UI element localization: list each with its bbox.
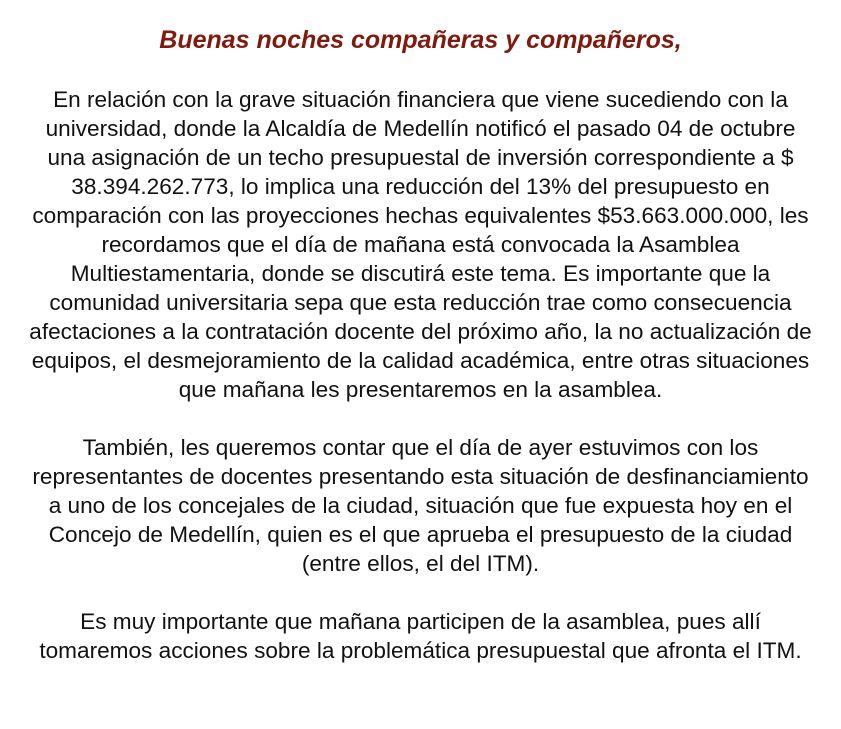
paragraph-council-meeting: También, les queremos contar que el día de ayer estuvimos con los representantes de docentes presentando esta situación de desfinanciamiento a uno de los concejales de la ciudad, situación que fue expuesta hoy en el Concejo de Medellín, quien es el que aprueba el presupuesto de la ciudad (entre ellos, el del ITM). [32,435,809,576]
paragraph-budget-situation: En relación con la grave situación financiera que viene sucediendo con la universidad, donde la Alcaldía de Medellín notificó el pasado 04 de octubre una asignación de un techo presupuestal de inversión correspondiente a $ 38.394.262.773, lo implica una reducción del 13% del presupuesto en comparación con las proyecciones hechas equivalentes $53.663.000.000, les recordamos que el día de mañana está convocada la Asamblea Multiestamentaria, donde se discutirá este tema. Es importante que la comunidad universitaria sepa que esta reducción trae como consecuencia afectaciones a la contratación docente del próximo año, la no actualización de equipos, el desmejoramiento de la calidad académica, entre otras situaciones que mañana les presentaremos en la asamblea. [29,87,812,402]
paragraph-assembly-call: Es muy importante que mañana participen de la asamblea, pues allí tomaremos acciones sobre la problemática presupuestal que afronta el ITM. [39,609,802,663]
greeting-heading: Buenas noches compañeras y compañeros, [159,26,682,54]
